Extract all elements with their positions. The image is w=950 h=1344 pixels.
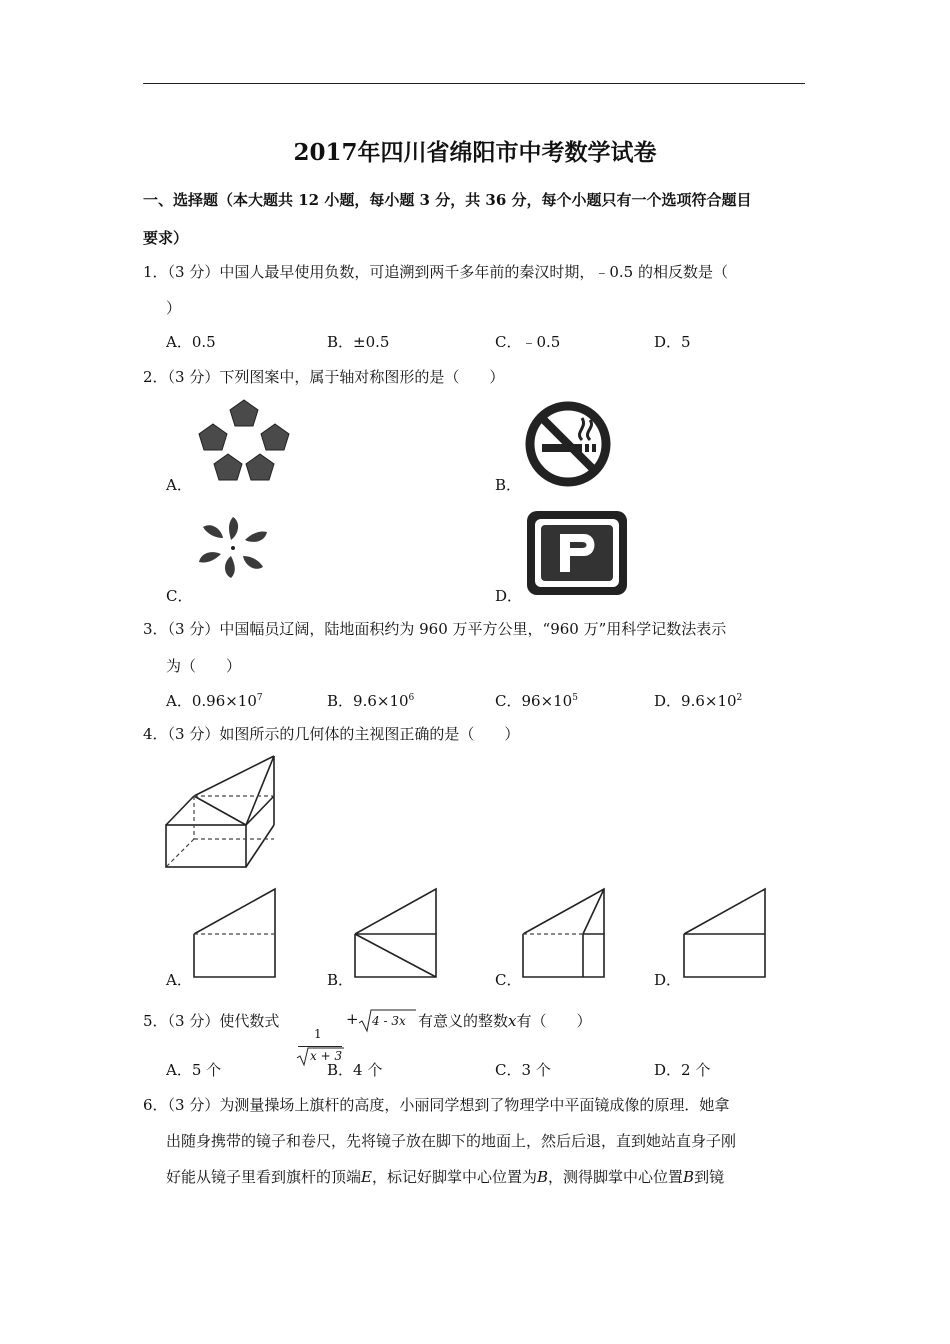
q3-stem-line2: 为（ ） [166,657,242,675]
q4-label-b: B． [327,971,354,989]
q6-stem-line2: 出随身携带的镜子和卷尺，先将镜子放在脚下的地面上，然后后退，直到她站直身子刚 [166,1132,737,1150]
q2-figure-a-pentagons [196,396,292,488]
q3-option-a: A．$0.96\times 10^7$ [166,692,263,710]
q1-option-c: C．﹣0.5 [495,333,561,351]
q3-option-b: B．$9.6\times 10^6$ [327,692,415,710]
section-heading-line1: 一、选择题（本大题共 12 小题，每小题 3 分，共 36 分，每个小题只有一个选项符合题目 [143,191,752,209]
q5-radicand: 4 - 3x [372,1014,406,1028]
q2-label-b: B． [495,476,522,494]
q4-option-a-figure [193,888,277,978]
q3-option-c: C．$96\times 10^5$ [495,692,578,710]
q6-stem-line3: 好能从镜子里看到旗杆的顶端E，标记好脚掌中心位置为B，测得脚掌中心位置B到镜 [166,1168,725,1186]
q1-stem-line2: ） [166,299,182,317]
q5-fraction-denominator: x + 3 [310,1049,343,1063]
q5-plus-sign: + [346,1010,359,1028]
q2-figure-d-parking-sign-icon [526,510,628,596]
q3-option-d: D．$9.6\times 10^2$ [654,692,743,710]
q6-stem-line1: 6．（3 分）为测量操场上旗杆的高度，小丽同学想到了物理学中平面镜成像的原理．她拿 [143,1096,730,1114]
q1-option-d: D．5 [654,333,691,351]
section-heading-line2: 要求） [143,229,189,247]
q2-label-c: C． [166,587,193,605]
q2-label-a: A． [166,476,192,494]
q5-option-d: D．2 个 [654,1061,711,1079]
q3-stem-line1: 3．（3 分）中国幅员辽阔，陆地面积约为 960 万平方公里，“960 万”用科学记数法表示 [143,620,727,638]
q5-fraction-numerator: 1 [314,1027,322,1041]
q4-label-d: D． [654,971,682,989]
q2-figure-b-no-smoking-icon [524,400,612,488]
q5-option-c: C．3 个 [495,1061,551,1079]
q2-figure-c-pinwheel [193,512,273,582]
q2-stem: 2．（3 分）下列图案中，属于轴对称图形的是（ ） [143,368,505,386]
q5-option-b: B．4 个 [327,1061,383,1079]
q5-stem-suffix: 有意义的整数x有（ ） [418,1012,592,1030]
q2-label-d: D． [495,587,523,605]
q1-stem-line1: 1．（3 分）中国人最早使用负数，可追溯到两千多年前的秦汉时期，﹣0.5 的相反数是（ [143,263,728,281]
q1-option-b: B．±0.5 [327,333,390,351]
q4-label-a: A． [166,971,192,989]
q4-stem: 4．（3 分）如图所示的几何体的主视图正确的是（ ） [143,725,520,743]
header-rule [143,83,805,84]
q4-option-d-figure [683,888,767,978]
q4-label-c: C． [495,971,522,989]
page-title: 2017年四川省绵阳市中考数学试卷 [293,139,657,166]
q4-option-b-figure [354,888,438,978]
q5-option-a: A．5 个 [166,1061,222,1079]
q4-option-c-figure [522,888,606,978]
q4-solid-figure [165,755,277,869]
q1-option-a: A．0.5 [166,333,216,351]
q5-stem-prefix: 5．（3 分）使代数式 [143,1012,280,1030]
